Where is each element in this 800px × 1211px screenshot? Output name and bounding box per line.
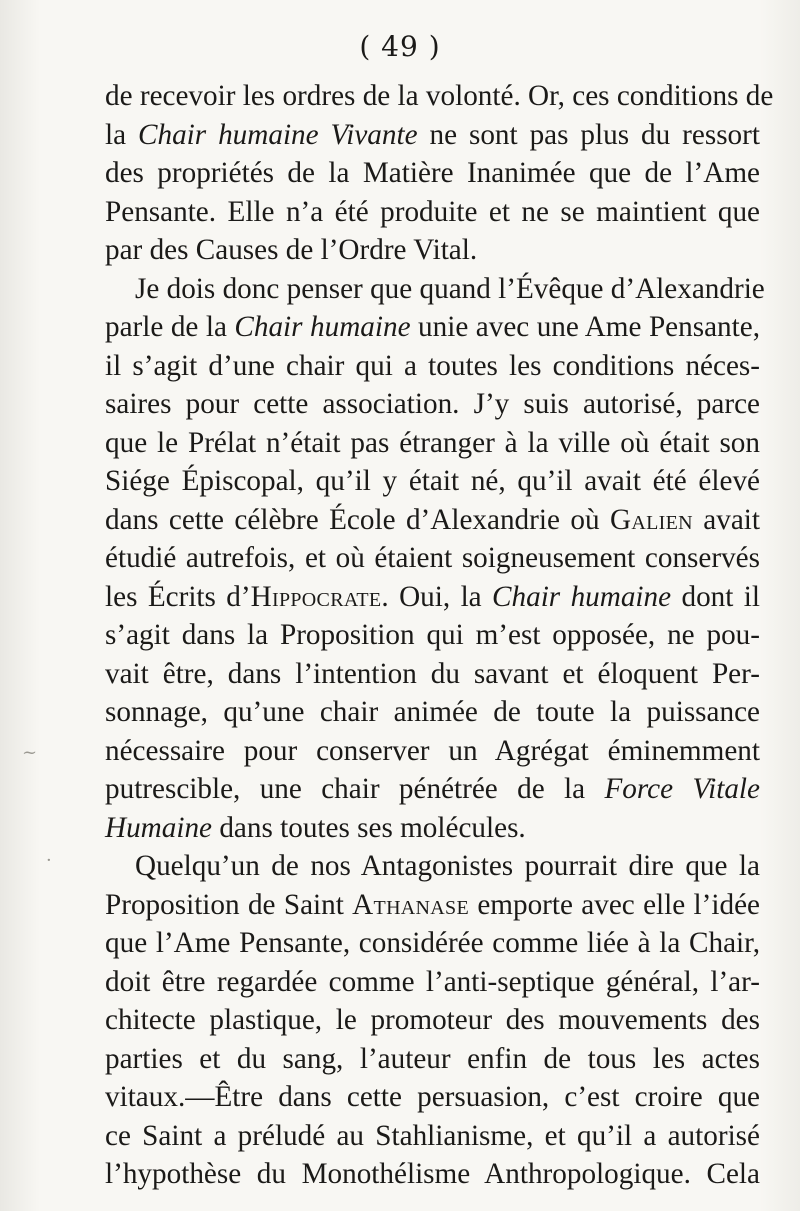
text-segment: que l’Ame Pensante, considérée comme liée à la Chair, xyxy=(105,927,760,959)
italic-text: Chair humaine xyxy=(234,311,411,343)
text-line xyxy=(105,1040,760,1079)
italic-text: Chair humaine xyxy=(492,580,672,613)
text-line xyxy=(105,963,760,1002)
text-segment: unie avec une Ame Pensante, xyxy=(410,311,761,343)
italic-text: Humaine xyxy=(105,811,213,844)
text-line xyxy=(105,1155,760,1194)
text-line xyxy=(105,193,760,232)
text-segment: la xyxy=(105,118,139,151)
text-segment: par des Causes de l’Ordre Vital. xyxy=(105,234,478,266)
text-segment: dans toutes ses molécules. xyxy=(212,811,526,844)
text-segment: Proposition de Saint xyxy=(105,888,353,921)
small-caps-name: Athanase xyxy=(352,888,469,921)
text-segment: avait xyxy=(692,503,760,536)
paragraph xyxy=(105,270,765,848)
text-segment: de recevoir les ordres de la volonté. Or, ces conditions de xyxy=(105,80,774,112)
text-line xyxy=(105,308,760,347)
text-line xyxy=(105,924,760,963)
text-segment: l’hypothèse du Monothélisme Anthropologique. Cela xyxy=(105,1158,760,1190)
text-segment: les Écrits d’ xyxy=(105,580,251,613)
text-line xyxy=(105,1117,760,1156)
margin-mark: ~ xyxy=(22,742,38,763)
text-line xyxy=(105,154,760,193)
text-segment: parle de la xyxy=(105,311,235,343)
text-segment: s’agit dans la Proposition qui m’est opposée, ne pou- xyxy=(105,619,760,651)
text-line xyxy=(105,809,760,848)
text-segment: vitaux.—Être dans cette persuasion, c’est croire que xyxy=(105,1081,760,1113)
text-segment: parties et du sang, l’auteur enfin de tous les actes xyxy=(105,1042,760,1075)
text-segment: doit être regardée comme l’anti-septique général, l’ar- xyxy=(105,965,760,998)
small-caps-name: Hippocrate xyxy=(250,580,382,613)
text-segment: que le Prélat n’était pas étranger à la ville où était son xyxy=(105,426,760,459)
text-segment: il s’agit d’une chair qui a toutes les conditions néces- xyxy=(105,349,760,382)
text-line xyxy=(105,231,760,270)
paragraph xyxy=(105,77,774,270)
paragraph xyxy=(105,847,760,1194)
text-line xyxy=(105,501,760,540)
text-line xyxy=(105,847,760,886)
text-segment: dans cette célèbre École d’Alexandrie où xyxy=(105,503,610,536)
text-segment: . Oui, la xyxy=(381,580,493,613)
text-segment: nécessaire pour conserver un Agrégat éminemment xyxy=(105,734,760,767)
text-line xyxy=(105,886,760,925)
text-line xyxy=(105,77,774,116)
text-line xyxy=(105,1078,760,1117)
text-line xyxy=(105,347,760,386)
text-segment: Quelqu’un de nos Antagonistes pourrait dire que la xyxy=(135,850,760,882)
text-line xyxy=(105,578,760,617)
text-line xyxy=(105,385,760,424)
page-number: ( 49 ) xyxy=(359,30,441,63)
text-line xyxy=(105,462,760,501)
text-segment: ne sont pas plus du ressort xyxy=(417,118,760,151)
text-line xyxy=(105,770,760,809)
margin-mark: · xyxy=(46,850,52,871)
text-segment: dont il xyxy=(671,580,760,613)
text-segment: Je dois donc penser que quand l’Évêque d’Alexandrie xyxy=(135,272,765,305)
text-segment: Siége Épiscopal, qu’il y était né, qu’il avait été élevé xyxy=(105,465,760,497)
text-segment: sonnage, qu’une chair animée de toute la puissance xyxy=(105,696,760,728)
text-segment: chitecte plastique, le promoteur des mouvements des xyxy=(105,1004,760,1036)
text-line xyxy=(105,732,760,771)
text-segment: putrescible, une chair pénétrée de la xyxy=(105,773,605,805)
text-segment: des propriétés de la Matière Inanimée que de l’Ame xyxy=(105,157,760,189)
text-line xyxy=(105,424,760,463)
text-line xyxy=(105,655,760,694)
text-segment: emporte avec elle l’idée xyxy=(468,888,760,921)
text-line xyxy=(105,693,760,732)
text-segment: Pensante. Elle n’a été produite et ne se maintient que xyxy=(105,195,760,228)
small-caps-name: Galien xyxy=(609,503,693,536)
text-segment: vait être, dans l’intention du savant et éloquent Per- xyxy=(105,657,760,690)
text-line xyxy=(105,616,760,655)
text-segment: étudié autrefois, et où étaient soigneusement conservés xyxy=(105,542,760,574)
italic-text: Force Vitale xyxy=(604,773,760,805)
text-line xyxy=(105,539,760,578)
italic-text: Chair humaine Vivante xyxy=(138,118,418,151)
body-text xyxy=(105,77,774,1194)
text-segment: ce Saint a préludé au Stahlianisme, et qu’il a autorisé xyxy=(105,1119,760,1152)
text-segment: saires pour cette association. J’y suis autorisé, parce xyxy=(105,388,760,420)
text-line xyxy=(105,270,765,309)
text-line xyxy=(105,116,760,155)
text-line xyxy=(105,1001,760,1040)
